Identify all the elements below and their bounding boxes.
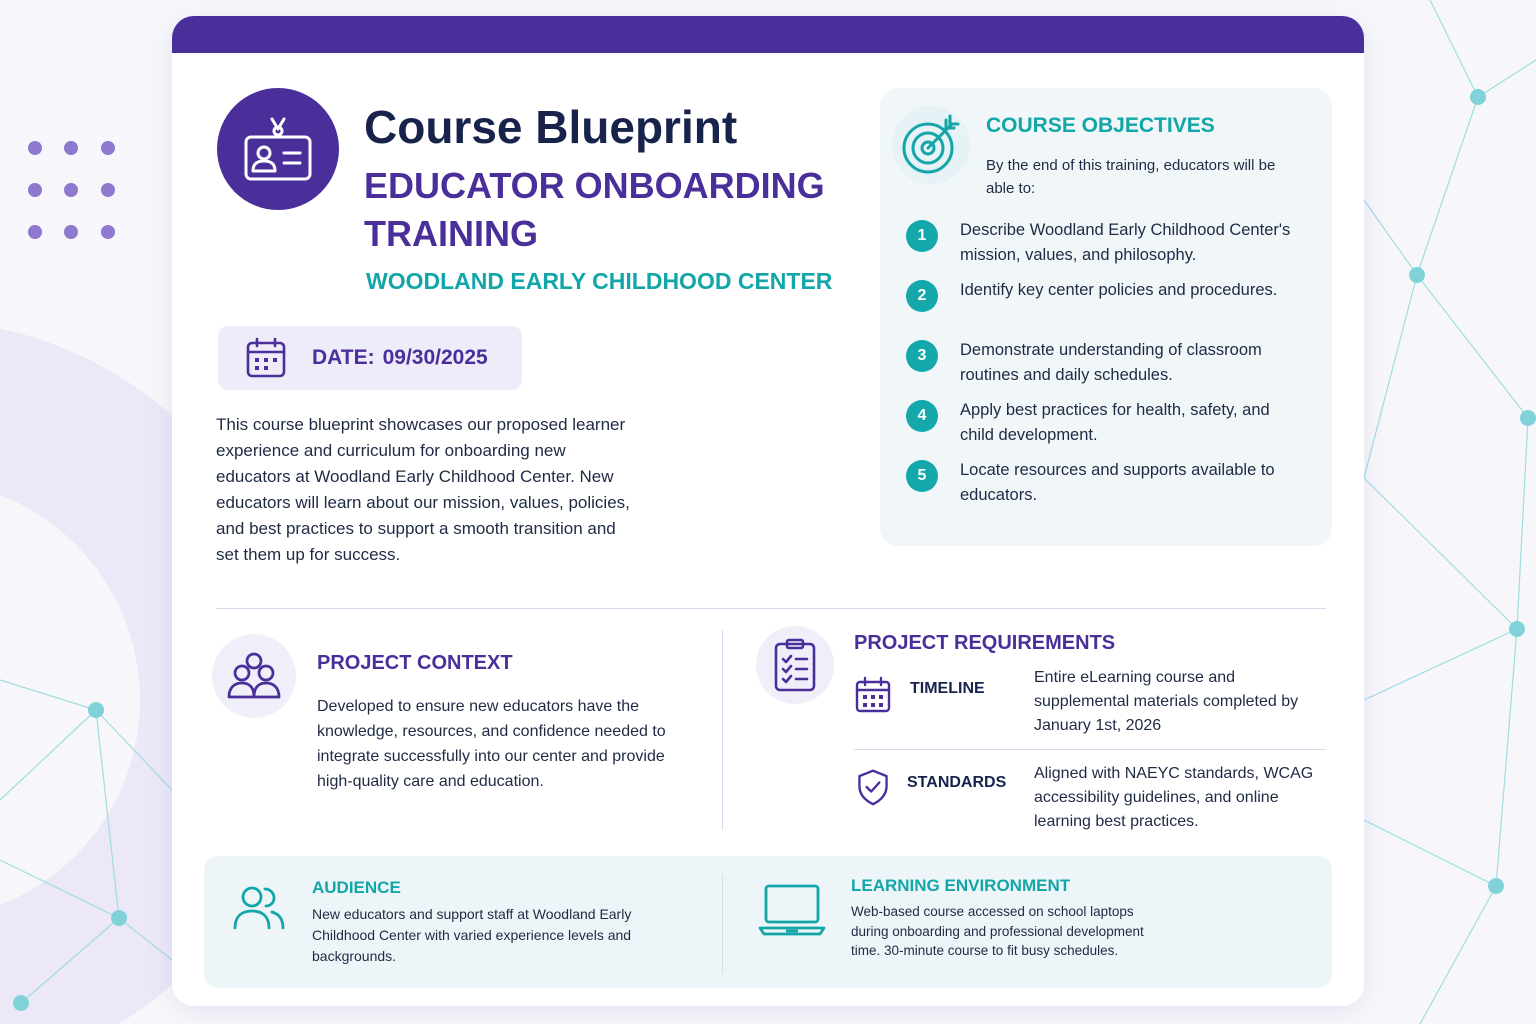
course-subtitle: EDUCATOR ONBOARDING TRAINING	[364, 165, 825, 254]
list-item	[906, 278, 1316, 338]
timeline-calendar-icon	[854, 676, 892, 714]
requirements-separator	[854, 749, 1326, 750]
date-pill	[218, 326, 522, 390]
date-value: 09/30/2025	[382, 346, 488, 369]
objective-number: 4	[906, 400, 938, 432]
course-objectives-panel	[880, 88, 1332, 546]
timeline-label: TIMELINE	[910, 680, 985, 697]
objective-number: 5	[906, 460, 938, 492]
objective-number: 2	[906, 280, 938, 312]
panel-divider	[722, 874, 723, 974]
target-icon	[892, 106, 970, 184]
users-icon	[232, 884, 286, 932]
list-item	[906, 398, 1316, 458]
audience-heading: AUDIENCE	[312, 878, 401, 897]
checklist-icon	[756, 626, 834, 704]
shield-check-icon	[854, 768, 892, 806]
standards-label: STANDARDS	[907, 774, 1007, 791]
list-item	[906, 458, 1316, 518]
blueprint-card	[172, 16, 1364, 1006]
context-heading: PROJECT CONTEXT	[317, 652, 513, 674]
objectives-intro: By the end of this training, educators will be able to:	[986, 157, 1276, 197]
objective-text: Describe Woodland Early Childhood Center's mission, values, and philosophy.	[960, 221, 1291, 264]
objective-text: Apply best practices for health, safety, and child development.	[960, 401, 1270, 444]
context-text: Developed to ensure new educators have the knowledge, resources, and confidence needed to integrate successfully into our center and provide high-quality care and education.	[317, 698, 666, 790]
list-item	[906, 218, 1316, 278]
list-item	[906, 338, 1316, 398]
column-divider	[722, 630, 723, 830]
standards-text: Aligned with NAEYC standards, WCAG accessibility guidelines, and online learning best practices.	[1034, 765, 1314, 830]
environment-heading: LEARNING ENVIRONMENT	[851, 876, 1071, 895]
id-badge-icon	[217, 88, 339, 210]
people-group-icon	[212, 634, 296, 718]
organization-name: WOODLAND EARLY CHILDHOOD CENTER	[366, 268, 833, 294]
objective-text: Locate resources and supports available to educators.	[960, 461, 1275, 504]
objective-number: 1	[906, 220, 938, 252]
requirements-heading: PROJECT REQUIREMENTS	[854, 632, 1116, 654]
objective-text: Identify key center policies and procedures.	[960, 281, 1278, 299]
calendar-icon	[244, 336, 288, 380]
card-top-bar	[172, 16, 1364, 53]
section-divider	[216, 608, 1326, 609]
audience-environment-panel	[204, 856, 1332, 988]
laptop-icon	[758, 882, 826, 938]
objective-number: 3	[906, 340, 938, 372]
objectives-list	[906, 218, 1316, 518]
date-label: DATE:	[312, 346, 375, 369]
environment-text: Web-based course accessed on school laptops during onboarding and professional development time. 30-minute course to fit busy schedules.	[851, 904, 1144, 958]
page-title: Course Blueprint	[364, 101, 738, 153]
timeline-text: Entire eLearning course and supplemental materials completed by January 1st, 2026	[1034, 669, 1299, 734]
objectives-heading: COURSE OBJECTIVES	[986, 114, 1215, 137]
objective-text: Demonstrate understanding of classroom routines and daily schedules.	[960, 341, 1262, 384]
audience-text: New educators and support staff at Woodland Early Childhood Center with varied experience levels and backgrounds.	[312, 906, 632, 964]
intro-paragraph: This course blueprint showcases our proposed learner experience and curriculum for onboarding new educators at Woodland Early Childhood Center. New educators will learn about our mission, values, policies, and best practices to support a smooth transition and set them up for success.	[216, 415, 630, 564]
